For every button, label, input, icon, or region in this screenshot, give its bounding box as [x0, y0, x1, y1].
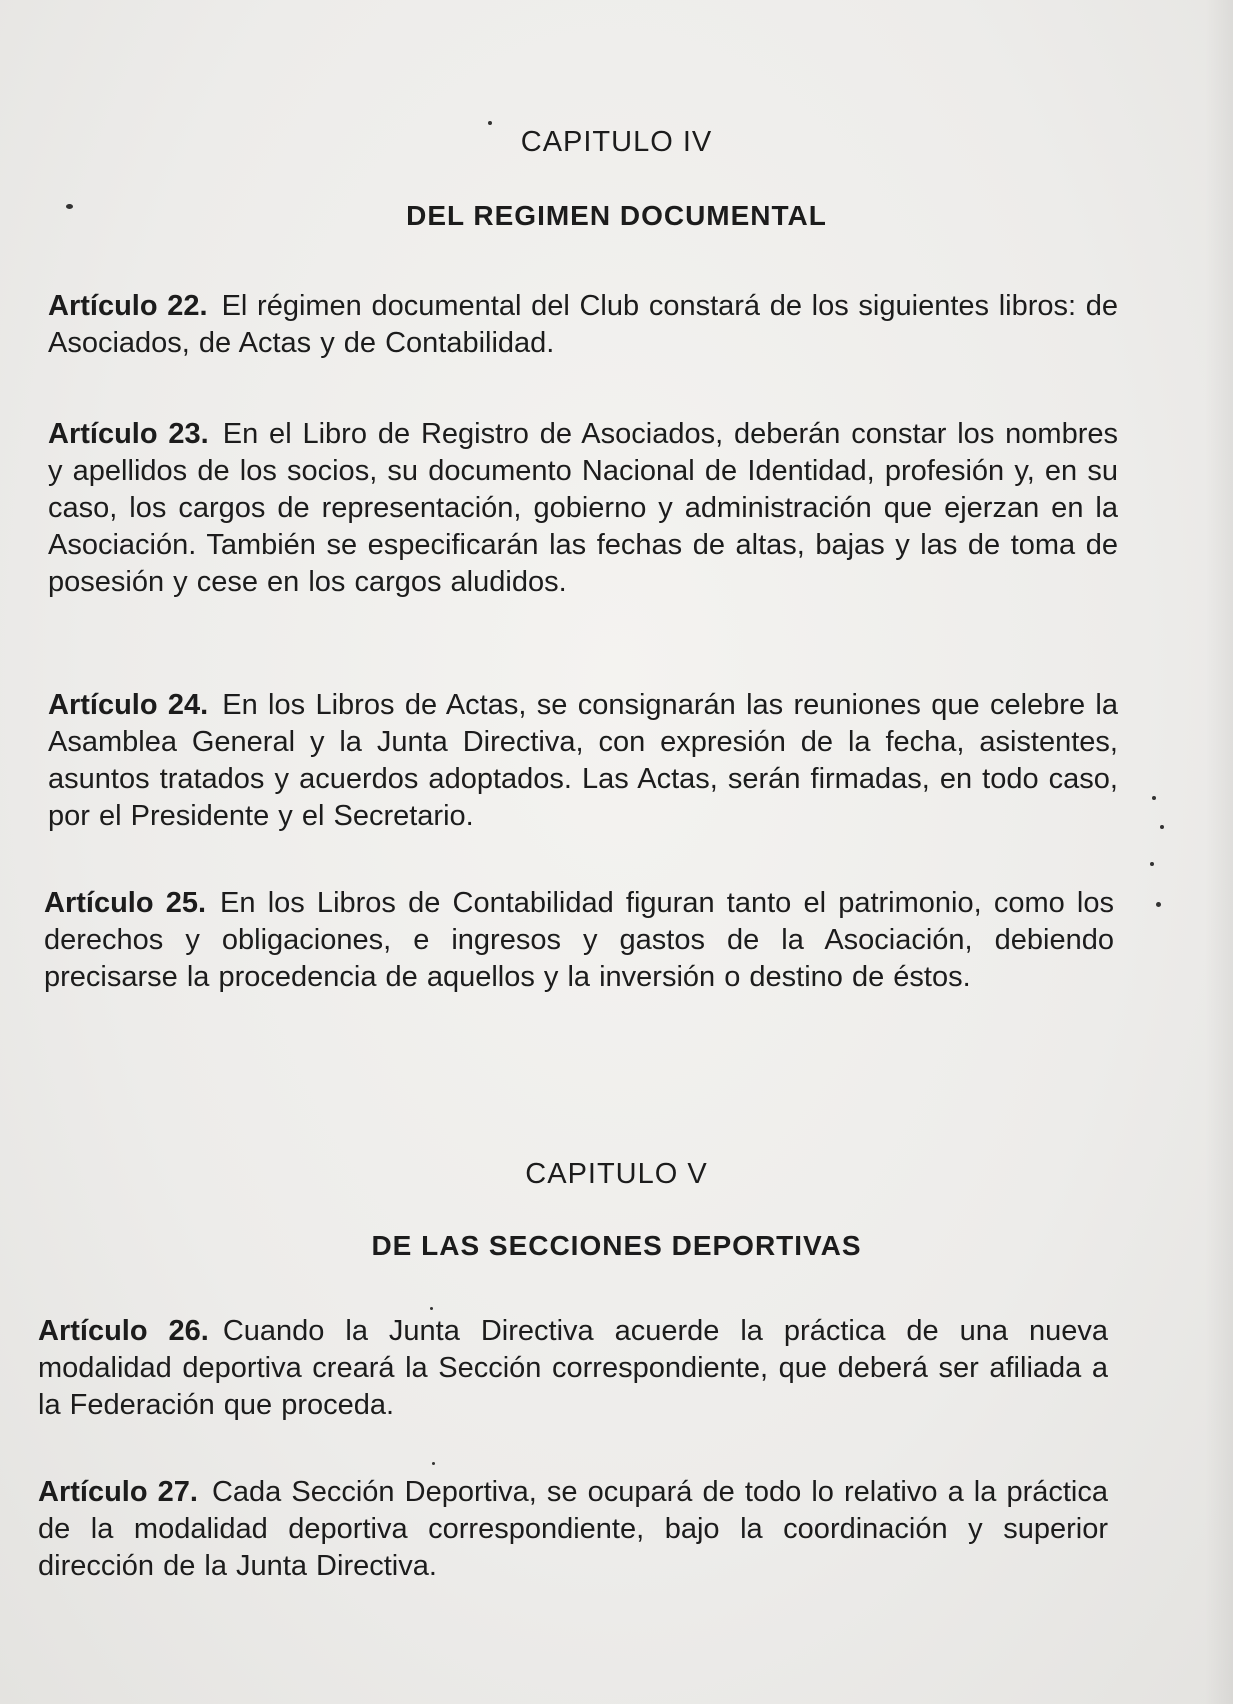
article-25 [44, 885, 1114, 996]
article-26-label: Artículo 26. [38, 1315, 209, 1347]
article-24 [48, 687, 1118, 835]
chapter-v-heading: CAPITULO V [525, 1158, 708, 1190]
article-27-label: Artículo 27. [38, 1476, 198, 1508]
article-26-text: Cuando la Junta Directiva acuerde la práctica de una nueva modalidad deportiva creará la Sección correspondiente, que deberá ser afiliada a la Federación que proceda. [38, 1315, 1108, 1421]
article-25-text: En los Libros de Contabilidad figuran tanto el patrimonio, como los derechos y obligaciones, e ingresos y gastos de la Asociación, debiendo precisarse la procedencia de aquellos y la inversión o destino de éstos. [44, 887, 1114, 993]
chapter-v-title: DE LAS SECCIONES DEPORTIVAS [371, 1230, 862, 1261]
article-25-label: Artículo 25. [44, 887, 207, 919]
article-22-label: Artículo 22. [48, 290, 208, 322]
article-22 [48, 288, 1118, 362]
article-22-text: El régimen documental del Club constará de los siguientes libros: de Asociados, de Actas y de Contabilidad. [48, 290, 1118, 359]
chapter-iv-title: DEL REGIMEN DOCUMENTAL [406, 200, 827, 231]
scan-speck [1150, 862, 1154, 866]
article-24-label: Artículo 24. [48, 689, 209, 721]
article-26 [38, 1313, 1108, 1424]
scan-speck [1156, 902, 1161, 907]
scan-speck [432, 1462, 435, 1465]
scan-speck [1160, 825, 1164, 829]
page-edge-shadow [1205, 0, 1233, 1704]
article-27 [38, 1474, 1108, 1585]
scan-speck [488, 121, 492, 125]
scan-speck [1152, 796, 1156, 800]
article-23 [48, 416, 1118, 601]
article-24-text: En los Libros de Actas, se consignarán las reuniones que celebre la Asamblea General y la Junta Directiva, con expresión de la fecha, asistentes, asuntos tratados y acuerdos adoptados. Las Actas, serán firmadas, en todo caso, por el Presidente y el Secretario. [48, 689, 1118, 832]
article-23-text: En el Libro de Registro de Asociados, deberán constar los nombres y apellidos de los socios, su documento Nacional de Identidad, profesión y, en su caso, los cargos de representación, gobierno y administración que ejerzan en la Asociación. También se especificarán las fechas de altas, bajas y las de toma de posesión y cese en los cargos aludidos. [48, 418, 1118, 598]
article-27-text: Cada Sección Deportiva, se ocupará de todo lo relativo a la práctica de la modalidad deportiva correspondiente, bajo la coordinación y superior dirección de la Junta Directiva. [38, 1476, 1108, 1582]
scan-speck [430, 1307, 433, 1310]
chapter-iv-heading: CAPITULO IV [520, 126, 713, 158]
scan-speck [66, 204, 73, 209]
article-23-label: Artículo 23. [48, 418, 209, 450]
